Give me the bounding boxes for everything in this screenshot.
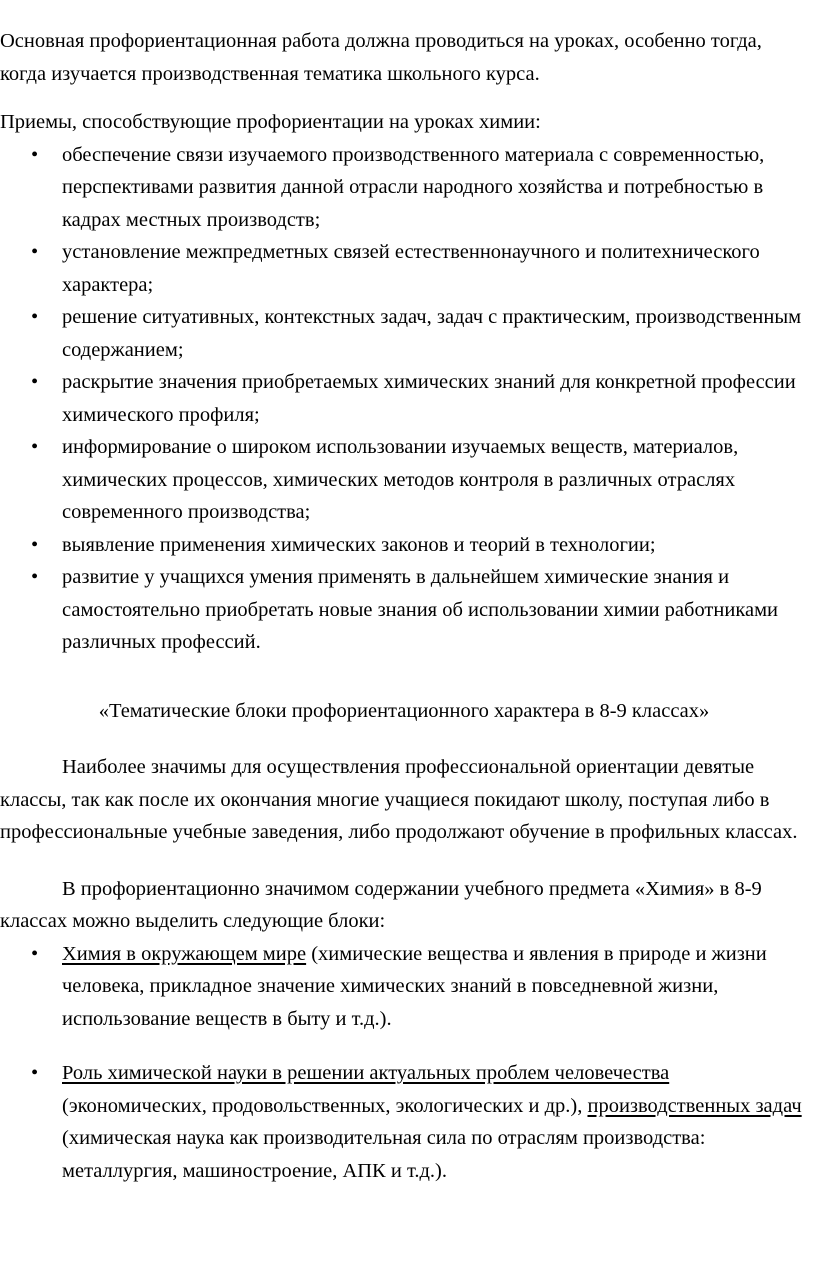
block-title: Роль химической науки в решении актуальных проблем человечества: [62, 1062, 670, 1084]
bullet-icon: •: [31, 942, 39, 965]
list-item: [0, 561, 816, 659]
bullet-icon: •: [31, 241, 39, 263]
list-item-text: раскрытие значения приобретаемых химических знаний для конкретной профессии химического профиля;: [62, 371, 796, 426]
list-item: [0, 301, 816, 366]
list-item-text: решение ситуативных, контекстных задач, задач с практическим, производственным содержанием;: [62, 306, 802, 361]
methods-lead: Приемы, способствующие профориентации на уроках химии:: [0, 111, 541, 133]
intro-paragraph: Основная профориентационная работа должна проводиться на уроках, особенно тогда, когда изучается производственная тематика школьного курса.: [0, 30, 762, 85]
list-item-text: развитие у учащихся умения применять в дальнейшем химические знания и самостоятельно приобретать новые знания об использовании химии работниками различных профессий.: [62, 566, 779, 653]
methods-list: [0, 139, 816, 659]
blocks-lead-paragraph: В профориентационно значимом содержании учебного предмета «Химия» в 8-9 классах можно выделить следующие блоки:: [0, 877, 762, 932]
list-item: [0, 431, 816, 529]
bullet-icon: •: [31, 143, 39, 166]
list-item-text: выявление применения химических законов и теорий в технологии;: [62, 533, 656, 556]
bullet-icon: •: [31, 533, 39, 556]
list-item: [0, 529, 816, 562]
list-item-text: информирование о широком использовании изучаемых веществ, материалов, химических процессов, химических методов контроля в различных отраслях современного производства;: [62, 436, 739, 523]
block-subtitle: производственных задач: [587, 1094, 802, 1117]
list-item: [0, 366, 816, 431]
block-text: (химические вещества и явления в природе и жизни человека, прикладное значение химических знаний в повседневной жизни, использование веществ в быту и т.д.).: [62, 942, 767, 1030]
block-text: (экономических, продовольственных, экологических и др.),: [62, 1094, 588, 1117]
blocks-list: [0, 938, 816, 1188]
block-title: Химия в окружающем мире: [62, 942, 307, 965]
bullet-icon: •: [31, 566, 39, 588]
list-item: [0, 1057, 816, 1187]
block-subtext: (химическая наука как производительная сила по отраслям производства: металлургия, машиностроение, АПК и т.д.).: [62, 1127, 706, 1182]
list-item-text: установление межпредметных связей естественнонаучного и политехнического характера;: [62, 241, 760, 296]
bullet-icon: •: [31, 371, 39, 393]
list-item: [0, 938, 816, 1036]
list-item: [0, 139, 816, 237]
bullet-icon: •: [31, 306, 39, 328]
significance-paragraph: Наиболее значимы для осуществления профессиональной ориентации девятые классы, так как после их окончания многие учащиеся покидают школу, поступая либо в профессиональные учебные заведения, либо продолжают обучение в профильных классах.: [0, 756, 798, 843]
bullet-icon: •: [31, 1062, 39, 1084]
list-item: [0, 236, 816, 301]
section-heading: «Тематические блоки профориентационного характера в 8-9 классах»: [98, 699, 710, 722]
bullet-icon: •: [31, 436, 39, 458]
list-item-text: обеспечение связи изучаемого производственного материала с современностью, перспективами развития данной отрасли народного хозяйства и потребностью в кадрах местных производств;: [62, 143, 765, 231]
